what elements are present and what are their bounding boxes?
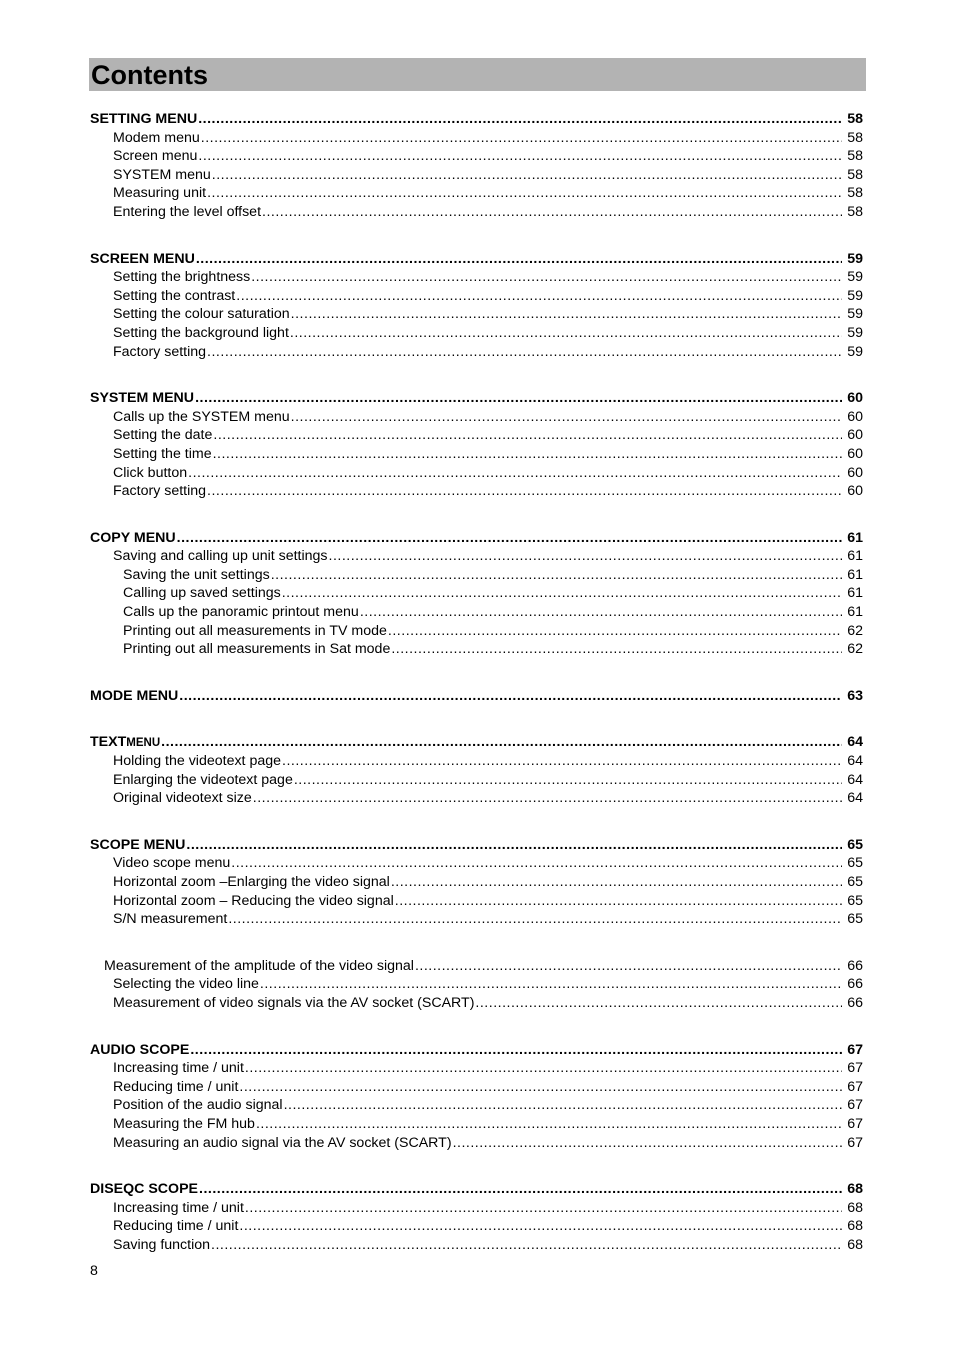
toc-page-number: 61 (847, 585, 863, 602)
dot-leader (256, 1115, 842, 1134)
toc-entry-text: Screen menu (113, 148, 198, 165)
dot-leader (245, 1059, 842, 1078)
toc-entry-text: Holding the videotext page (113, 753, 282, 770)
toc-entry[interactable] (90, 203, 863, 222)
toc-page-number: 58 (847, 148, 863, 165)
toc-entry[interactable] (90, 547, 863, 566)
toc-entry[interactable] (90, 445, 863, 464)
dot-leader (198, 110, 842, 129)
toc-entry[interactable] (90, 854, 863, 873)
dot-leader (260, 975, 842, 994)
toc-heading-small-caps: MENU (126, 737, 161, 750)
toc-entry[interactable] (90, 287, 863, 306)
toc-page-number: 68 (847, 1218, 863, 1235)
toc-heading-text: TEXT (90, 734, 127, 751)
toc-entry-text: Setting the date (113, 427, 213, 444)
toc-entry[interactable] (90, 892, 863, 911)
toc-heading-text: SETTING MENU (90, 111, 198, 127)
dot-leader (262, 203, 842, 222)
toc-section-heading[interactable] (90, 1041, 863, 1060)
toc-entry-text: Setting the time (113, 445, 212, 462)
dot-leader (291, 305, 842, 324)
toc-entry-text: Setting the colour saturation (113, 306, 290, 323)
dot-leader (251, 268, 842, 287)
toc-entry-text: Saving function (113, 1236, 211, 1253)
dot-leader (239, 1217, 842, 1236)
toc-page-number: 60 (847, 427, 863, 444)
dot-leader (245, 1199, 842, 1218)
dot-leader (179, 687, 842, 706)
toc-entry[interactable] (90, 1236, 863, 1255)
toc-page-number: 64 (847, 790, 863, 807)
toc-entry-text: Measurement of the amplitude of the video signal (104, 957, 414, 974)
dot-leader (391, 873, 842, 892)
table-of-contents (90, 110, 863, 1255)
toc-page-number: 66 (847, 976, 863, 993)
toc-page-number: 59 (847, 343, 863, 360)
dot-leader (161, 733, 842, 752)
toc-section-heading[interactable] (90, 1180, 863, 1199)
toc-page-number: 60 (847, 464, 863, 481)
toc-heading-text: COPY MENU (90, 529, 176, 546)
toc-entry-text: Setting the contrast (113, 287, 236, 304)
toc-page-number: 65 (847, 911, 863, 928)
toc-page-number: 61 (847, 529, 863, 546)
toc-entry[interactable] (90, 622, 863, 641)
toc-entry-text: Printing out all measurements in TV mode (123, 622, 387, 639)
dot-leader (391, 640, 842, 659)
dot-leader (294, 771, 842, 790)
section-gap (90, 222, 863, 250)
toc-page-number: 58 (847, 185, 863, 202)
toc-page-number: 58 (847, 111, 863, 127)
section-gap (90, 361, 863, 389)
toc-entry[interactable] (90, 324, 863, 343)
toc-page-number: 67 (847, 1041, 863, 1058)
dot-leader (282, 752, 842, 771)
contents-title-bar (89, 58, 866, 91)
toc-section-heading[interactable] (90, 389, 863, 408)
toc-entry-text: Setting the brightness (113, 269, 251, 286)
dot-leader (282, 584, 842, 603)
dot-leader (236, 287, 842, 306)
toc-entry[interactable] (90, 1096, 863, 1115)
toc-section-heading[interactable] (90, 733, 863, 752)
toc-entry[interactable] (90, 584, 863, 603)
toc-page-number: 60 (847, 408, 863, 425)
toc-page-number: 64 (847, 771, 863, 788)
toc-entry-text: Modem menu (113, 129, 200, 146)
toc-entry[interactable] (90, 408, 863, 427)
toc-heading-text: SCREEN MENU (90, 250, 195, 267)
dot-leader (186, 836, 842, 855)
toc-page-number: 60 (847, 483, 863, 500)
toc-entry-text: Increasing time / unit (113, 1199, 244, 1216)
toc-entry-text: Selecting the video line (113, 976, 259, 993)
toc-section-heading[interactable] (90, 687, 863, 706)
dot-leader (207, 482, 842, 501)
toc-entry-text: Click button (113, 464, 188, 481)
toc-page-number: 61 (847, 566, 863, 583)
page-number: 8 (90, 1263, 98, 1279)
toc-entry-text: Reducing time / unit (113, 1218, 239, 1235)
dot-leader (195, 389, 842, 408)
toc-entry[interactable] (90, 343, 863, 362)
toc-entry-text: Setting the background light (113, 324, 289, 341)
toc-entry[interactable] (90, 873, 863, 892)
dot-leader (360, 603, 842, 622)
toc-page-number: 62 (847, 622, 863, 639)
toc-entry-text: Calls up the panoramic printout menu (123, 604, 359, 621)
dot-leader (271, 566, 842, 585)
toc-entry[interactable] (90, 640, 863, 659)
toc-page-number: 59 (847, 269, 863, 286)
section-gap (90, 659, 863, 687)
toc-entry-text: S/N measurement (113, 911, 228, 928)
dot-leader (213, 426, 842, 445)
toc-page-number: 64 (847, 753, 863, 770)
toc-entry[interactable] (90, 1134, 863, 1153)
toc-entry[interactable] (90, 975, 863, 994)
toc-section-heading[interactable] (90, 250, 863, 269)
toc-entry-text: Measurement of video signals via the AV socket (SCART) (113, 994, 475, 1011)
dot-leader (196, 250, 842, 269)
toc-entry[interactable] (90, 268, 863, 287)
toc-entry[interactable] (90, 482, 863, 501)
dot-leader (207, 343, 842, 362)
toc-entry-text: Calls up the SYSTEM menu (113, 408, 290, 425)
toc-page-number: 65 (847, 874, 863, 890)
toc-entry[interactable] (90, 752, 863, 771)
toc-entry-text: Measuring the FM hub (113, 1115, 255, 1132)
toc-entry[interactable] (90, 184, 863, 203)
dot-leader (212, 166, 842, 185)
toc-entry[interactable] (90, 957, 863, 976)
toc-page-number: 67 (847, 1097, 863, 1114)
toc-entry-text: SYSTEM menu (113, 166, 211, 183)
toc-heading-text: MODE MENU (90, 687, 179, 704)
section-gap (90, 929, 863, 957)
toc-entry-text: Measuring unit (113, 185, 207, 202)
toc-entry[interactable] (90, 426, 863, 445)
section-gap (90, 705, 863, 733)
toc-entry[interactable] (90, 1115, 863, 1134)
toc-entry-text: Original videotext size (113, 790, 252, 807)
toc-page-number: 68 (847, 1236, 863, 1253)
toc-entry-text: Entering the level offset (113, 203, 262, 220)
toc-page-number: 61 (847, 604, 863, 621)
toc-page-number: 64 (847, 734, 863, 751)
toc-entry[interactable] (90, 566, 863, 585)
toc-entry[interactable] (90, 994, 863, 1013)
toc-page-number: 59 (847, 287, 863, 304)
toc-page-number: 58 (847, 203, 863, 220)
toc-page-number: 59 (847, 306, 863, 323)
toc-page-number: 63 (847, 687, 863, 704)
dot-leader (190, 1041, 842, 1060)
dot-leader (475, 994, 842, 1013)
toc-section-heading[interactable] (90, 836, 863, 855)
dot-leader (239, 1078, 842, 1097)
dot-leader (329, 547, 842, 566)
toc-entry[interactable] (90, 166, 863, 185)
toc-entry[interactable] (90, 129, 863, 148)
toc-entry-text: Saving the unit settings (123, 566, 270, 583)
toc-page-number: 60 (847, 445, 863, 462)
toc-heading-text: SCOPE MENU (90, 836, 186, 853)
toc-page-number: 66 (847, 994, 863, 1011)
dot-leader (231, 854, 842, 873)
toc-entry[interactable] (90, 464, 863, 483)
toc-entry[interactable] (90, 147, 863, 166)
toc-heading-text: AUDIO SCOPE (90, 1041, 190, 1058)
dot-leader (211, 1236, 842, 1255)
toc-entry-text: Factory setting (113, 343, 207, 360)
toc-section-heading[interactable] (90, 110, 863, 129)
toc-page-number: 67 (847, 1134, 863, 1151)
toc-entry[interactable] (90, 1217, 863, 1236)
dot-leader (177, 529, 842, 548)
dot-leader (199, 1180, 842, 1199)
toc-page-number: 61 (847, 548, 863, 565)
dot-leader (284, 1096, 842, 1115)
toc-entry[interactable] (90, 305, 863, 324)
toc-page-number: 58 (847, 129, 863, 146)
dot-leader (290, 324, 842, 343)
toc-entry[interactable] (90, 789, 863, 808)
dot-leader (198, 147, 842, 166)
dot-leader (395, 892, 842, 911)
toc-entry-text: Enlarging the videotext page (113, 771, 293, 788)
toc-page-number: 62 (847, 641, 863, 658)
toc-page-number: 59 (847, 324, 863, 341)
toc-heading-text: SYSTEM MENU (90, 390, 195, 407)
dot-leader (253, 789, 842, 808)
toc-entry[interactable] (90, 1199, 863, 1218)
toc-entry[interactable] (90, 603, 863, 622)
toc-page-number: 65 (847, 836, 863, 853)
toc-page-number: 67 (847, 1060, 863, 1077)
toc-entry-text: Factory setting (113, 483, 207, 500)
toc-entry[interactable] (90, 771, 863, 790)
dot-leader (188, 464, 842, 483)
section-gap (90, 808, 863, 836)
toc-entry-text: Printing out all measurements in Sat mode (123, 641, 391, 658)
dot-leader (213, 445, 842, 464)
toc-entry-text: Position of the audio signal (113, 1097, 283, 1114)
dot-leader (388, 622, 842, 641)
toc-section-heading[interactable] (90, 529, 863, 548)
toc-page-number: 66 (847, 957, 863, 974)
toc-page-number: 67 (847, 1078, 863, 1095)
toc-entry[interactable] (90, 1078, 863, 1097)
toc-entry-text: Video scope menu (113, 855, 231, 872)
toc-entry-text: Horizontal zoom –Enlarging the video signal (113, 874, 390, 890)
toc-entry-text: Saving and calling up unit settings (113, 548, 328, 565)
section-gap (90, 1152, 863, 1180)
toc-entry-text: Horizontal zoom – Reducing the video signal (113, 892, 394, 909)
page-title: Contents (91, 60, 208, 90)
toc-heading-text: DISEQC SCOPE (90, 1181, 199, 1198)
toc-page-number: 58 (847, 166, 863, 183)
toc-entry-text: Reducing time / unit (113, 1078, 239, 1095)
toc-entry-text: Measuring an audio signal via the AV socket (SCART) (113, 1134, 452, 1151)
section-gap (90, 501, 863, 529)
dot-leader (201, 129, 842, 148)
toc-page-number: 60 (847, 390, 863, 407)
toc-page-number: 65 (847, 855, 863, 872)
dot-leader (207, 184, 842, 203)
toc-entry-text: Increasing time / unit (113, 1060, 244, 1077)
toc-entry[interactable] (90, 1059, 863, 1078)
section-gap (90, 1013, 863, 1041)
dot-leader (415, 957, 842, 976)
toc-page-number: 68 (847, 1199, 863, 1216)
dot-leader (453, 1134, 842, 1153)
toc-page-number: 65 (847, 892, 863, 909)
toc-page-number: 68 (847, 1181, 863, 1198)
toc-entry-text: Calling up saved settings (123, 585, 281, 602)
dot-leader (228, 910, 842, 929)
toc-entry[interactable] (90, 910, 863, 929)
toc-page-number: 67 (847, 1115, 863, 1132)
toc-page-number: 59 (847, 250, 863, 267)
dot-leader (291, 408, 842, 427)
